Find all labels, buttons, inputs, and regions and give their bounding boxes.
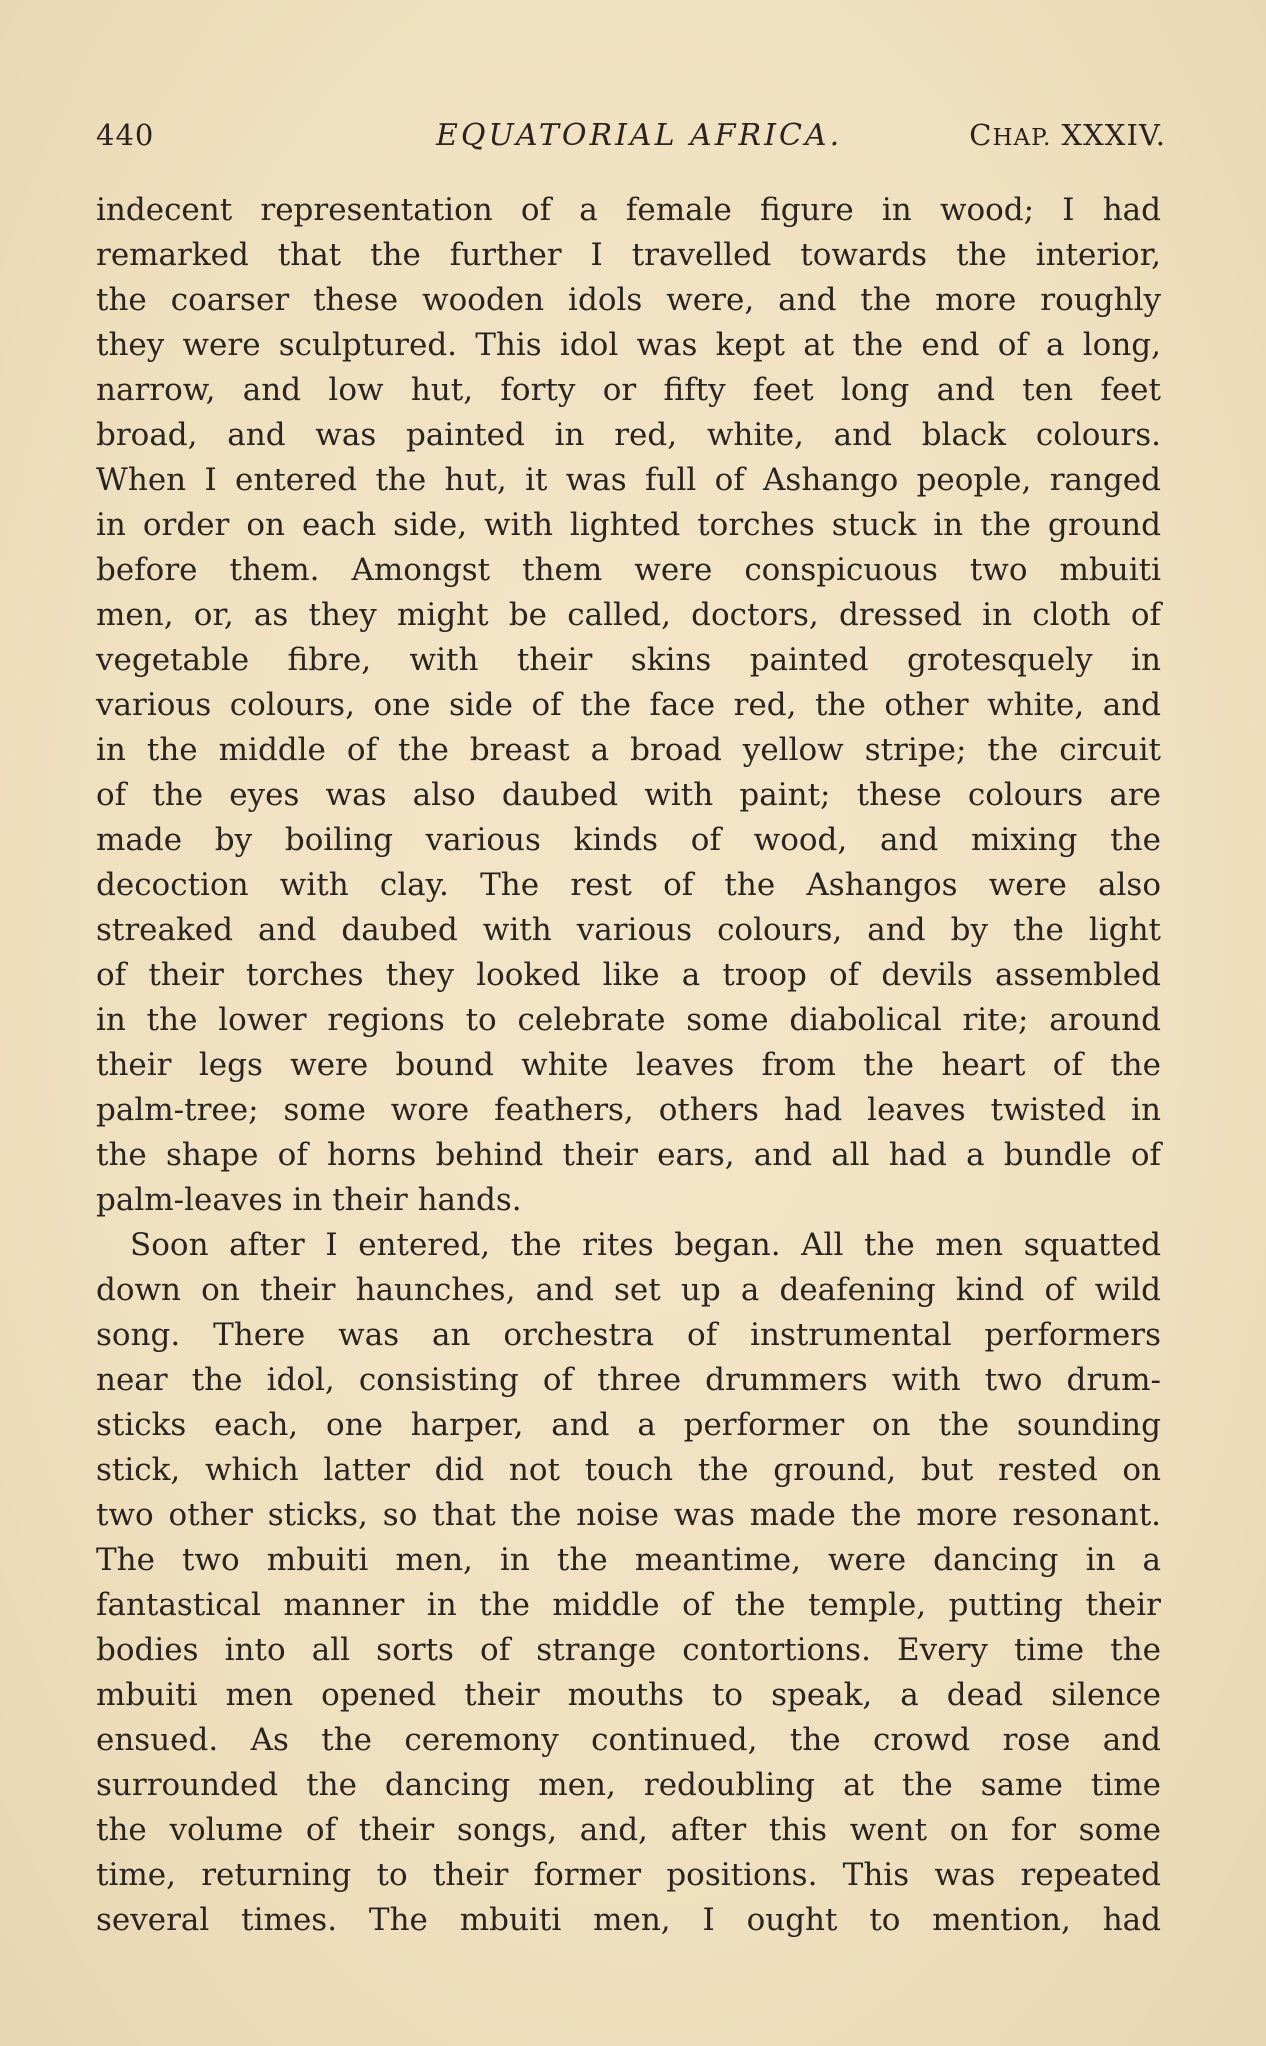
paragraph-end-line: palm-leaves in their hands. xyxy=(96,1182,522,1218)
text-line: stick, which latter did not touch the ground, but rested on xyxy=(96,1452,1161,1488)
text-line: streaked and daubed with various colours, and by the light xyxy=(96,912,1161,948)
text-line: vegetable fibre, with their skins painted grotesquely in xyxy=(96,642,1161,678)
page-number: 440 xyxy=(96,118,155,152)
text-line: song. There was an orchestra of instrumental performers xyxy=(96,1317,1161,1353)
text-line: of their torches they looked like a troop of devils assembled xyxy=(96,957,1161,993)
text-line: surrounded the dancing men, redoubling at the same time xyxy=(96,1767,1161,1803)
text-line: decoction with clay. The rest of the Ashangos were also xyxy=(96,867,1161,903)
text-line: several times. The mbuiti men, I ought to mention, had xyxy=(96,1902,1161,1938)
text-line: in order on each side, with lighted torches stuck in the ground xyxy=(96,507,1161,543)
text-line: the coarser these wooden idols were, and the more roughly xyxy=(96,282,1161,318)
text-line: of the eyes was also daubed with paint; these colours are xyxy=(96,777,1161,813)
text-line: made by boiling various kinds of wood, and mixing the xyxy=(96,822,1161,858)
chapter-smallcaps: HAP. xyxy=(992,125,1052,151)
chapter-prefix: C xyxy=(969,118,993,152)
text-line: indecent representation of a female figure in wood; I had xyxy=(96,192,1161,228)
text-line: narrow, and low hut, forty or fifty feet long and ten feet xyxy=(96,372,1161,408)
text-line: The two mbuiti men, in the meantime, were dancing in a xyxy=(96,1542,1161,1578)
text-line: remarked that the further I travelled towards the interior, xyxy=(96,237,1161,273)
text-line: men, or, as they might be called, doctors, dressed in cloth of xyxy=(96,597,1161,633)
text-line: they were sculptured. This idol was kept at the end of a long, xyxy=(96,327,1161,363)
text-line: When I entered the hut, it was full of Ashango people, ranged xyxy=(96,462,1161,498)
text-line: down on their haunches, and set up a deafening kind of wild xyxy=(96,1272,1161,1308)
text-line: broad, and was painted in red, white, and black colours. xyxy=(96,417,1161,453)
text-line: time, returning to their former positions. This was repeated xyxy=(96,1857,1161,1893)
running-header xyxy=(96,118,1166,162)
paragraph-start-line: Soon after I entered, the rites began. All the men squatted xyxy=(130,1227,1161,1263)
text-line: two other sticks, so that the noise was made the more resonant. xyxy=(96,1497,1161,1533)
text-line: fantastical manner in the middle of the temple, putting their xyxy=(96,1587,1161,1623)
text-line: ensued. As the ceremony continued, the crowd rose and xyxy=(96,1722,1161,1758)
text-line: palm-tree; some wore feathers, others had leaves twisted in xyxy=(96,1092,1161,1128)
text-line: various colours, one side of the face red, the other white, and xyxy=(96,687,1161,723)
text-line: bodies into all sorts of strange contortions. Every time the xyxy=(96,1632,1161,1668)
text-line: the shape of horns behind their ears, and all had a bundle of xyxy=(96,1137,1161,1173)
text-line: before them. Amongst them were conspicuous two mbuiti xyxy=(96,552,1161,588)
text-line: near the idol, consisting of three drummers with two drum- xyxy=(96,1362,1161,1398)
body-text xyxy=(96,188,1161,1943)
running-title: EQUATORIAL AFRICA. xyxy=(436,118,843,153)
text-line: their legs were bound white leaves from the heart of the xyxy=(96,1047,1161,1083)
chapter-label xyxy=(969,118,1166,152)
text-line: the volume of their songs, and, after this went on for some xyxy=(96,1812,1161,1848)
text-line: sticks each, one harper, and a performer on the sounding xyxy=(96,1407,1161,1443)
chapter-number: XXXIV. xyxy=(1061,118,1166,152)
text-line: in the middle of the breast a broad yellow stripe; the circuit xyxy=(96,732,1161,768)
text-line: mbuiti men opened their mouths to speak, a dead silence xyxy=(96,1677,1161,1713)
text-line: in the lower regions to celebrate some diabolical rite; around xyxy=(96,1002,1161,1038)
